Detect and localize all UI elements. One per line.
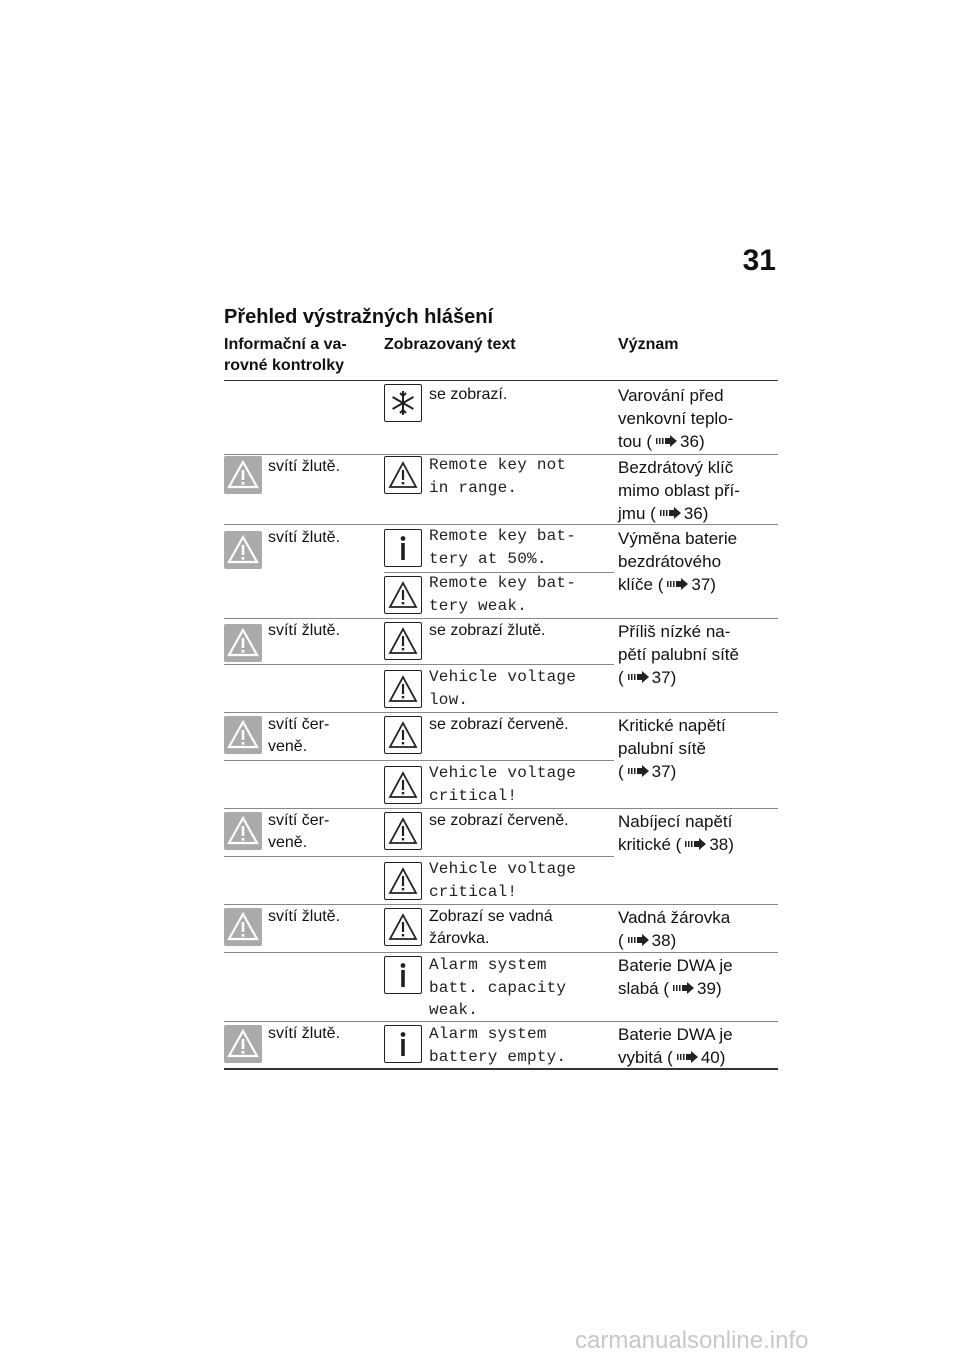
reference-arrow-icon: [656, 435, 678, 447]
reference-arrow-icon: [660, 507, 682, 519]
warning-triangle-icon: [384, 622, 422, 660]
reference-arrow-icon: [667, 578, 689, 590]
column-header-meaning: Význam: [618, 336, 679, 353]
snowflake-icon: [384, 384, 422, 422]
column-header-display-text: Zobrazovaný text: [384, 336, 516, 353]
warning-triangle-icon: [384, 670, 422, 708]
warning-triangle-icon: [224, 1025, 262, 1063]
column-header-indicators: Informační a va- rovné kontrolky: [224, 336, 347, 374]
info-icon: [384, 956, 422, 994]
warning-triangle-icon: [224, 531, 262, 569]
warning-triangle-icon: [384, 862, 422, 900]
warning-triangle-icon: [384, 766, 422, 804]
header-divider: [224, 380, 778, 381]
watermark: carmanualsonline.info: [575, 1327, 809, 1354]
table-header: [224, 334, 778, 380]
reference-arrow-icon: [685, 838, 707, 850]
warning-triangle-icon: [224, 908, 262, 946]
reference-arrow-icon: [677, 1051, 699, 1063]
reference-arrow-icon: [628, 765, 650, 777]
warning-triangle-icon: [224, 812, 262, 850]
warning-triangle-icon: [384, 716, 422, 754]
warning-triangle-icon: [224, 624, 262, 662]
reference-arrow-icon: [673, 982, 695, 994]
info-icon: [384, 529, 422, 567]
warning-triangle-icon: [384, 576, 422, 614]
info-icon: [384, 1025, 422, 1063]
warning-triangle-icon: [224, 716, 262, 754]
warning-triangle-icon: [384, 908, 422, 946]
page-number: 31: [742, 244, 776, 277]
table-bottom-rule: [224, 1068, 778, 1070]
warning-triangle-icon: [224, 456, 262, 494]
section-title: Přehled výstražných hlášení: [224, 306, 494, 328]
reference-arrow-icon: [628, 671, 650, 683]
warning-triangle-icon: [384, 812, 422, 850]
reference-arrow-icon: [628, 934, 650, 946]
warning-triangle-icon: [384, 456, 422, 494]
